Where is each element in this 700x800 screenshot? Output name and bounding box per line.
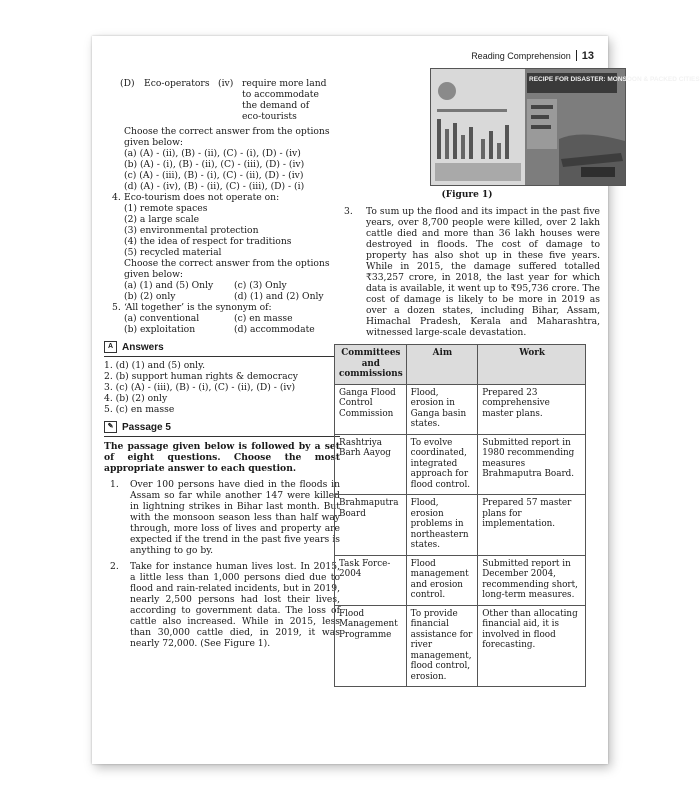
q4-option: (d) (1) and (2) Only (234, 291, 324, 302)
figure-infographic (431, 69, 700, 185)
answers-heading (104, 341, 340, 353)
answer-item: 1. (d) (1) and (5) only. (104, 360, 205, 371)
left-column (104, 78, 340, 649)
question-number: 5. (112, 302, 121, 313)
table-cell: Ganga Flood Control Commission (335, 384, 407, 434)
committees-table (334, 344, 586, 687)
answer-item: 4. (b) (2) only (104, 393, 168, 404)
table-row (335, 434, 586, 495)
q3-option: (a) (A) - (ii), (B) - (ii), (C) - (i), (D) - (iv) (124, 148, 301, 159)
running-header (471, 50, 594, 62)
q4-option: (b) (2) only (124, 291, 176, 302)
q3-option: (d) (A) - (iv), (B) - (ii), (C) - (iii), (D) - (i) (124, 181, 305, 192)
passage-heading (104, 421, 340, 433)
question-5 (104, 302, 340, 313)
figure-caption: (Figure 1) (441, 190, 493, 200)
answers-title: Answers (122, 341, 164, 353)
question-text: Eco-tourism does not operate on: (124, 192, 280, 203)
q5-option: (d) accommodate (234, 324, 315, 335)
q4-item: (5) recycled material (124, 247, 222, 258)
passage-title: Passage 5 (122, 421, 171, 433)
passage-icon: ✎ (104, 421, 117, 433)
q3-option: (b) (A) - (i), (B) - (ii), (C) - (iii), (D) - (iv) (124, 159, 305, 170)
table-cell: Flood management and erosion control. (406, 555, 478, 605)
answer-item: 5. (c) en masse (104, 404, 175, 415)
match-option-d (104, 78, 340, 122)
table-cell: Submitted report in December 2004, recommending short, long-term measures. (478, 555, 586, 605)
table-header: Aim (406, 345, 478, 385)
table-header: Work (478, 345, 586, 385)
q4-item: (1) remote spaces (124, 203, 208, 214)
answer-item: 3. (c) (A) - (iii), (B) - (i), (C) - (ii), (D) - (iv) (104, 382, 296, 393)
q5-option: (c) en masse (234, 313, 293, 324)
passage-intro: The passage given below is followed by a set of eight questions. Choose the most appropriate answer to each question. (104, 441, 340, 474)
passage-divider (104, 436, 340, 437)
table-row (335, 605, 586, 687)
q3-instruction: Choose the correct answer from the options given below: (124, 126, 330, 148)
paragraph-number: 3. (344, 206, 353, 217)
figure-headline: RECIPE FOR DISASTER: MONSOON & PACKED CITIES (529, 76, 700, 83)
paragraph-text: Over 100 persons have died in the floods in Assam so far while another 147 were killed in lightning strikes in Bihar last month. But with the monsoon season less than half way through, more loss of lives and property are expected if the trend in the past five years is anything to go by. (130, 479, 340, 556)
q4-item: (3) environmental protection (124, 225, 259, 236)
table-row (335, 495, 586, 556)
answers-divider (104, 356, 340, 357)
book-page (92, 36, 700, 764)
q4-item: (4) the idea of respect for traditions (124, 236, 292, 247)
q4-option: (c) (3) Only (234, 280, 287, 291)
paragraph-text: Take for instance human lives lost. In 2015, a little less than 1,000 persons died due to flood and rain-related incidents, but in 2019, nearly 2,500 persons had lost their lives, according to government data. The loss of cattle also increased. While in 2015, less than 30,000 cattle died, in 2019, it was nearly 72,000. (See Figure 1). (130, 561, 340, 649)
q3-option: (c) (A) - (iii), (B) - (i), (C) - (ii), (D) - (iv) (124, 170, 304, 181)
table-cell: Flood, erosion problems in northeastern states. (406, 495, 478, 556)
page-number: 13 (581, 50, 594, 62)
q4-instruction: Choose the correct answer from the options given below: (124, 258, 330, 280)
paragraph-number: 1. (110, 479, 119, 490)
section-title: Reading Comprehension (471, 51, 571, 61)
paragraph-text: To sum up the flood and its impact in the past five years, over 8,700 people were killed, over 2 lakh cattle died and more than 36 lakh houses were destroyed in floods. The cost of damage to property has also shot up in these five years. While in 2015, the damage suffered totalled ₹33,257 crore, in 2018, the last year for which data is available, it went up to ₹95,736 crore. The cost of damage is likely to be more in 2019 as over a dozen states, including Bihar, Assam, Himachal Pradesh, Kerala and Maharashtra, witnessed large-scale devastation. (366, 206, 600, 338)
option-left-text: Eco-operators (144, 78, 210, 89)
q5-option: (a) conventional (124, 313, 200, 324)
answers-icon: A (104, 341, 117, 353)
q3-options (104, 148, 340, 192)
q4-item: (2) a large scale (124, 214, 200, 225)
option-label: (D) (120, 78, 135, 89)
table-header-row (335, 345, 586, 385)
table-cell: Prepared 23 comprehensive master plans. (478, 384, 586, 434)
q4-option: (a) (1) and (5) Only (124, 280, 214, 291)
table-row (335, 555, 586, 605)
table-cell: To evolve coordinated, integrated approach for flood control. (406, 434, 478, 495)
table-cell: Rashtriya Barh Aayog (335, 434, 407, 495)
q4-items (104, 203, 340, 302)
passage-paragraph-2 (104, 561, 340, 649)
table-row (335, 384, 586, 434)
q4-options (124, 280, 340, 302)
answer-item: 2. (b) support human rights & democracy (104, 371, 298, 382)
answers-list (104, 360, 340, 415)
passage-paragraph-1 (104, 479, 340, 556)
q5-option: (b) exploitation (124, 324, 196, 335)
table-cell: Submitted report in 1980 recommending measures Brahmaputra Board. (478, 434, 586, 495)
passage-paragraph-3 (334, 206, 600, 338)
question-number: 4. (112, 192, 121, 203)
right-column (334, 68, 700, 687)
option-right-text: require more land to accommodate the demand of eco-tourists (242, 78, 327, 122)
table-cell: Flood Management Programme (335, 605, 407, 687)
paragraph-number: 2. (110, 561, 119, 572)
table-cell: To provide financial assistance for river management, flood control, erosion. (406, 605, 478, 687)
q5-options (104, 313, 340, 335)
table-cell: Brahmaputra Board (335, 495, 407, 556)
option-roman: (iv) (218, 78, 234, 89)
table-cell: Flood, erosion in Ganga basin states. (406, 384, 478, 434)
table-header: Committees and commissions (335, 345, 407, 385)
table-cell: Prepared 57 master plans for implementation. (478, 495, 586, 556)
question-4 (104, 192, 340, 203)
table-cell: Other than allocating financial aid, it is involved in flood forecasting. (478, 605, 586, 687)
question-text: ‘All together’ is the synonym of: (124, 302, 272, 313)
figure-1-image (430, 68, 700, 186)
table-cell: Task Force-2004 (335, 555, 407, 605)
